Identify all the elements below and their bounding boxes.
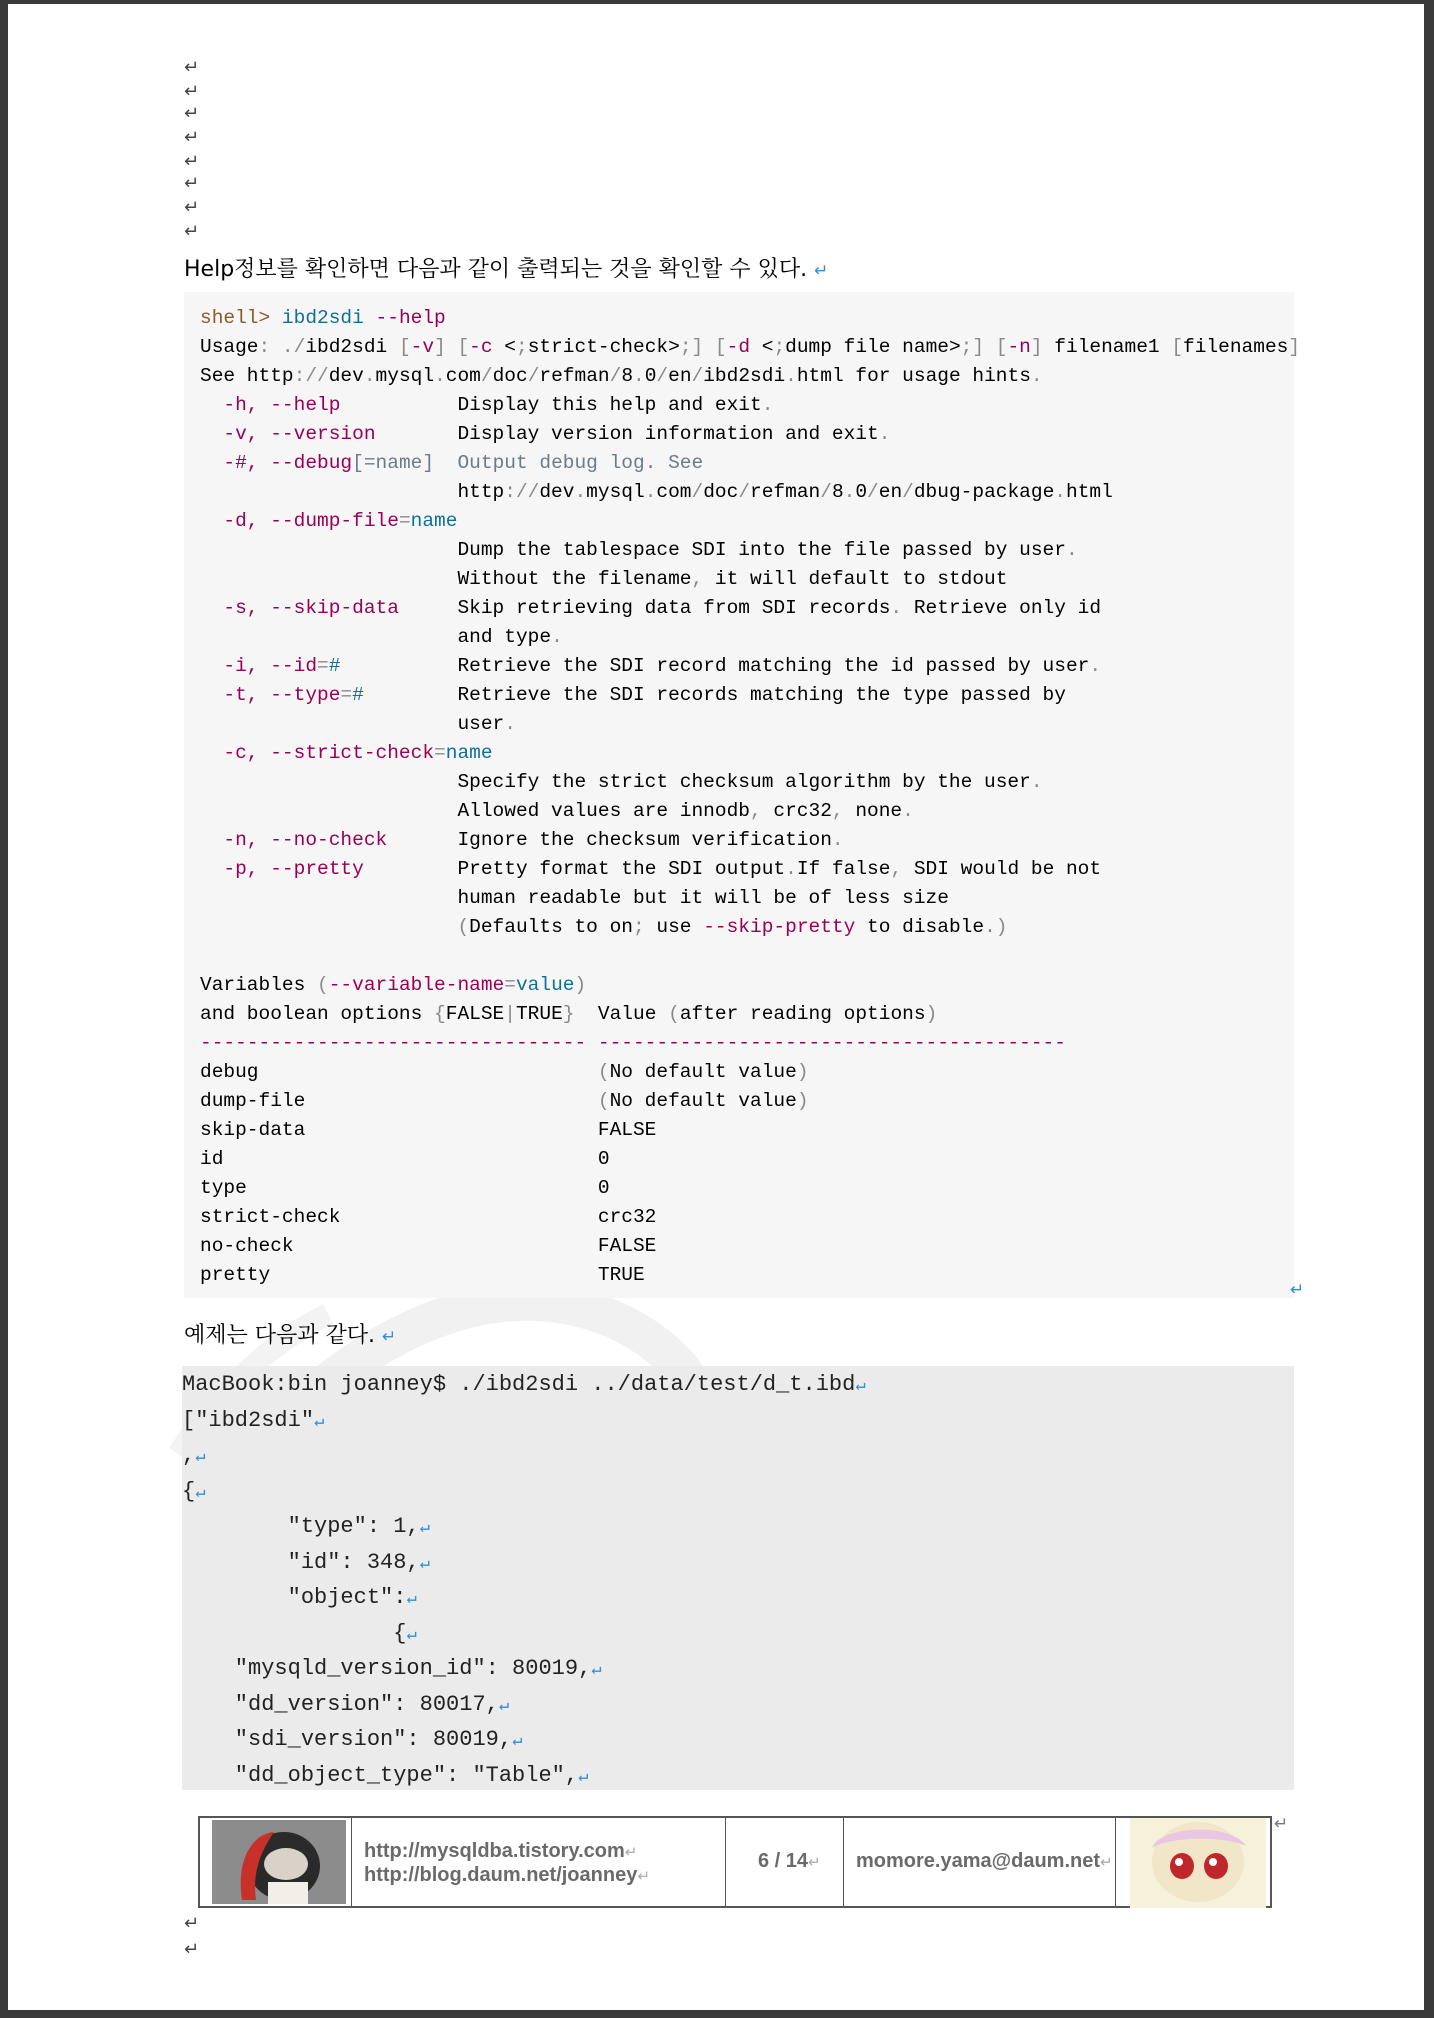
help-line: -v, --version Display version information and exit.	[223, 423, 891, 445]
document-page	[8, 4, 1424, 2010]
help-line: Without the filename, it will default to stdout	[200, 568, 1008, 590]
help-line: human readable but it will be of less size	[200, 887, 949, 909]
example-line: "dd_version": 80017,↵	[182, 1691, 510, 1717]
page-indicator: 6 / 14	[758, 1850, 809, 1872]
help-line: -i, --id=# Retrieve the SDI record matching the id passed by user.	[223, 655, 1102, 677]
example-line: MacBook:bin joanney$ ./ibd2sdi ../data/test/d_t.ibd↵	[182, 1372, 866, 1397]
help-line: -s, --skip-data Skip retrieving data from SDI records. Retrieve only id	[223, 597, 1102, 619]
help-line: -p, --pretty Pretty format the SDI output.If false, SDI would be not	[223, 858, 1102, 880]
empty-paragraph-mark: ↵	[184, 127, 200, 148]
empty-paragraph-mark: ↵	[184, 221, 200, 242]
help-line: -t, --type=# Retrieve the SDI records matching the type passed by	[223, 684, 1066, 706]
paragraph-mark-icon: ↵	[1100, 1854, 1113, 1871]
help-line: skip-data FALSE	[200, 1119, 657, 1141]
help-line: (Defaults to on; use --skip-pretty to disable.)	[457, 916, 1008, 938]
help-line: strict-check crc32	[200, 1206, 657, 1228]
help-line: dump-file (No default value)	[200, 1090, 809, 1112]
paragraph-mark-icon: ↵	[808, 1854, 821, 1871]
example-line: "type": 1,↵	[182, 1514, 430, 1539]
example-intro-paragraph	[184, 1318, 396, 1349]
paragraph-mark-icon: ↵	[624, 1844, 638, 1861]
help-line: --------------------------------- ----------------------------------------	[200, 1032, 1066, 1054]
empty-paragraph-mark: ↵	[184, 103, 200, 124]
example-intro-text: 예제는 다음과 같다.	[184, 1323, 375, 1348]
footer-table	[198, 1816, 1272, 1908]
help-line: pretty TRUE	[200, 1264, 645, 1286]
empty-paragraph-mark: ↵	[184, 173, 200, 194]
help-line: Allowed values are innodb, crc32, none.	[200, 800, 914, 822]
empty-paragraph-mark: ↵	[184, 57, 200, 78]
footer-email-cell	[844, 1818, 1116, 1906]
empty-paragraph-mark: ↵	[184, 1939, 200, 1960]
example-line: ,↵	[182, 1443, 206, 1468]
empty-paragraph-mark: ↵	[184, 197, 200, 218]
avatar-left-image	[212, 1820, 346, 1904]
help-line: -h, --help Display this help and exit.	[223, 394, 774, 416]
example-line: {↵	[182, 1620, 417, 1646]
help-line: shell> ibd2sdi --help	[200, 307, 446, 329]
help-line: debug (No default value)	[200, 1061, 809, 1083]
footer-avatar-cell-right	[1116, 1818, 1270, 1906]
help-output-code-block	[184, 292, 1301, 1298]
help-line: user.	[200, 713, 516, 735]
paragraph-mark-icon: ↵	[382, 1327, 397, 1347]
paragraph-mark-icon: ↵	[637, 1868, 650, 1885]
help-line: -c, --strict-check=name	[223, 742, 493, 764]
help-line: Usage: ./ibd2sdi [-v] [-c <;strict-check>;] [-d <;dump file name>;] [-n] filename1 [filenames]	[200, 336, 1301, 358]
example-line: "dd_object_type": "Table",↵	[182, 1762, 589, 1788]
help-line: id 0	[200, 1148, 610, 1170]
empty-paragraph-mark: ↵	[184, 81, 200, 102]
footer-url-line-2	[364, 1864, 650, 1887]
paragraph-mark-icon: ↵	[814, 261, 829, 281]
help-line: type 0	[200, 1177, 610, 1199]
example-line: "id": 348,↵	[182, 1549, 430, 1575]
help-line: http://dev.mysql.com/doc/refman/8.0/en/dbug-package.html	[200, 481, 1113, 503]
help-line: -n, --no-check Ignore the checksum verification.	[223, 829, 844, 851]
help-line: Variables (--variable-name=value)	[200, 974, 587, 996]
help-line: -#, --debug[=name] Output debug log. See	[223, 452, 704, 474]
help-line: See http://dev.mysql.com/doc/refman/8.0/en/ibd2sdi.html for usage hints.	[200, 365, 1043, 387]
footer-url-line-1	[364, 1840, 637, 1863]
footer-blog-url-1[interactable]: http://mysqldba.tistory.com	[364, 1840, 625, 1862]
empty-paragraph-mark: ↵	[184, 1913, 200, 1934]
example-line: "object":↵	[182, 1585, 417, 1610]
help-line: and boolean options {FALSE|TRUE} Value (after reading options)	[200, 1003, 938, 1025]
footer-avatar-cell-left	[200, 1818, 352, 1906]
help-line: and type.	[200, 626, 563, 648]
footer-page-cell	[726, 1818, 844, 1906]
help-line: -d, --dump-file=name	[223, 510, 458, 532]
footer-email-line	[856, 1850, 1113, 1873]
footer-email[interactable]: momore.yama@daum.net	[856, 1850, 1101, 1872]
example-output-code-block	[182, 1366, 1294, 1790]
paragraph-mark-icon: ↵	[1274, 1814, 1289, 1834]
footer-blog-url-2[interactable]: http://blog.daum.net/joanney	[364, 1864, 638, 1886]
example-line: ["ibd2sdi"↵	[182, 1407, 325, 1433]
example-line: "mysqld_version_id": 80019,↵	[182, 1656, 602, 1681]
help-intro-text: Help정보를 확인하면 다음과 같이 출력되는 것을 확인할 수 있다.	[184, 257, 808, 282]
example-line: {↵	[182, 1478, 206, 1504]
help-intro-paragraph	[184, 252, 828, 283]
footer-urls-cell	[352, 1818, 726, 1906]
empty-paragraph-mark: ↵	[184, 151, 200, 172]
footer-page-line	[758, 1850, 821, 1873]
help-line: Dump the tablespace SDI into the file passed by user.	[200, 539, 1078, 561]
help-line: no-check FALSE	[200, 1235, 657, 1257]
example-line: "sdi_version": 80019,↵	[182, 1727, 523, 1752]
help-output-lines	[200, 304, 1300, 1290]
paragraph-mark-icon: ↵	[1290, 1280, 1305, 1300]
avatar-right-image	[1130, 1818, 1266, 1908]
help-line: Specify the strict checksum algorithm by the user.	[200, 771, 1043, 793]
